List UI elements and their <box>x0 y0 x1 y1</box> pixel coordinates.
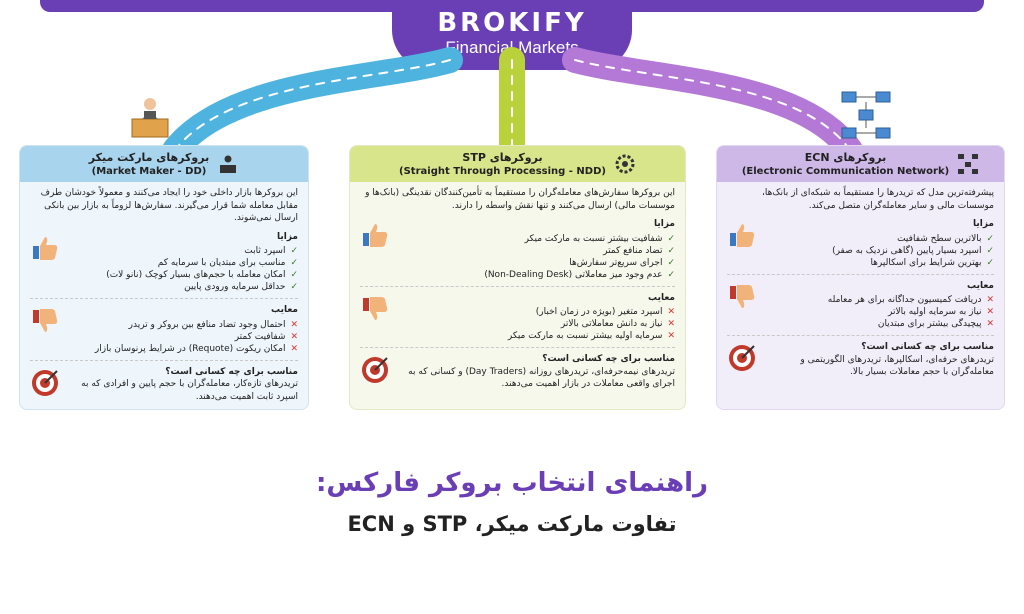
check-icon: ✓ <box>667 269 675 280</box>
thumbs-up-icon <box>30 233 60 263</box>
cross-icon: ✕ <box>290 319 298 330</box>
card-market-maker <box>19 145 309 410</box>
network-icon <box>957 153 979 175</box>
fit-title: مناسب برای چه کسانی است؟ <box>165 366 298 377</box>
cross-icon: ✕ <box>986 307 994 317</box>
target-icon <box>727 343 757 373</box>
fit-text: تریدرهای نیمه‌حرفه‌ای، تریدرهای روزانه (Day Traders) و کسانی که به اجرای واقعی معاملات در بازار اهمیت می‌دهند. <box>408 366 675 389</box>
list-item: ✓ عدم وجود میز معاملاتی (Non-Dealing Desk) <box>484 269 675 280</box>
fit-text: تریدرهای حرفه‌ای، اسکالپرها، تریدرهای الگوریتمی و معامله‌گران با حجم معاملات بسیار بالا. <box>800 354 994 377</box>
check-icon: ✓ <box>290 258 298 268</box>
divider <box>360 347 675 348</box>
fit-section <box>727 341 994 379</box>
card-title: بروکرهای ECN <box>804 150 887 164</box>
check-icon: ✓ <box>290 246 298 256</box>
list-item: ✓ اسپرد ثابت <box>244 246 298 256</box>
list-item: ✓ امکان معامله با حجم‌های بسیار کوچک (نانو لات) <box>106 270 298 280</box>
list-item: ✓ تضاد منافع کمتر <box>603 245 675 256</box>
list-item: ✕ شفافیت کمتر <box>234 331 298 342</box>
list-item: ✓ شفافیت بیشتر نسبت به مارکت میکر <box>524 233 675 244</box>
target-icon <box>30 368 60 398</box>
list-item: ✕ احتمال وجود تضاد منافع بین بروکر و تریدر <box>128 319 298 330</box>
check-icon: ✓ <box>986 233 994 244</box>
check-icon: ✓ <box>290 282 298 292</box>
check-icon: ✓ <box>667 245 675 256</box>
cross-icon: ✕ <box>986 295 994 305</box>
card-subtitle: (Electronic Communication Network) <box>741 165 950 177</box>
list-item: ✕ نیاز به سرمایه اولیه بالاتر <box>887 307 994 317</box>
check-icon: ✓ <box>667 257 675 268</box>
divider <box>360 286 675 287</box>
divider <box>727 335 994 336</box>
fit-title: مناسب برای چه کسانی است؟ <box>861 342 994 352</box>
list-item: ✓ حداقل سرمایه ورودی پایین <box>184 282 298 292</box>
cons-title: معایب <box>271 305 298 315</box>
thumbs-down-icon <box>727 282 757 312</box>
pros-section <box>30 231 298 294</box>
network-icon <box>840 90 892 140</box>
divider <box>30 298 298 299</box>
fit-section <box>360 353 675 391</box>
brand-name: BROKIFY <box>437 8 587 38</box>
list-item: ✕ دریافت کمیسیون جداگانه برای هر معامله <box>827 295 994 305</box>
dealer-icon <box>217 153 239 175</box>
list-item: ✓ بهترین شرایط برای اسکالپرها <box>870 257 994 268</box>
page-title: راهنمای انتخاب بروکر فارکس: <box>315 468 709 498</box>
check-icon: ✓ <box>290 270 298 280</box>
cons-title: معایب <box>967 280 994 291</box>
brand-tagline: Financial Markets <box>445 38 579 57</box>
card-header <box>717 146 1004 182</box>
thumbs-up-icon <box>360 220 390 250</box>
fit-section <box>30 366 298 404</box>
cons-title: معایب <box>648 292 675 303</box>
card-subtitle: (Market Maker - DD) <box>91 165 207 177</box>
card-title: بروکرهای مارکت میکر <box>88 150 210 164</box>
card-intro: پیشرفته‌ترین مدل که تریدرها را مستقیماً به شبکه‌ای از بانک‌ها، موسسات مالی و سایر معامله‌گران متصل می‌کند. <box>762 188 994 211</box>
thumbs-down-icon <box>30 306 60 336</box>
list-item: ✓ مناسب برای مبتدیان با سرمایه کم <box>157 258 298 268</box>
thumbs-down-icon <box>360 294 390 324</box>
cross-icon: ✕ <box>986 319 994 329</box>
card-subtitle: (Straight Through Processing - NDD) <box>399 165 606 177</box>
pros-title: مزایا <box>276 231 298 242</box>
cross-icon: ✕ <box>290 331 298 342</box>
check-icon: ✓ <box>986 245 994 256</box>
dealer-desk-icon <box>130 95 170 139</box>
list-item: ✓ اسپرد بسیار پایین (گاهی نزدیک به صفر) <box>832 245 994 256</box>
pros-section <box>727 218 994 269</box>
divider <box>727 274 994 275</box>
list-item: ✓ اجرای سریع‌تر سفارش‌ها <box>569 257 675 268</box>
pros-title: مزایا <box>653 219 675 229</box>
list-item: ✕ نیاز به دانش معاملاتی بالاتر <box>560 319 675 329</box>
check-icon: ✓ <box>667 233 675 244</box>
list-item: ✓ بالاترین سطح شفافیت <box>897 233 994 244</box>
card-intro: این بروکرها بازار داخلی خود را ایجاد می‌کنند و معمولاً خودشان طرف مقابل معامله شما قرار می‌گیرند. سفارش‌ها لزوماً به بازار بین بانکی ارسال نمی‌شوند. <box>40 188 298 223</box>
card-title: بروکرهای STP <box>462 150 543 164</box>
pros-section <box>360 218 675 281</box>
gear-icon <box>614 153 636 175</box>
list-item: ✕ سرمایه اولیه بیشتر نسبت به مارکت میکر <box>507 331 675 341</box>
pros-title: مزایا <box>972 219 994 229</box>
card-stp <box>349 145 686 410</box>
thumbs-up-icon <box>727 220 757 250</box>
cross-icon: ✕ <box>667 331 675 341</box>
cons-section <box>727 280 994 331</box>
list-item: ✕ امکان ریکوت (Requote) در شرایط پرنوسان بازار <box>94 343 298 354</box>
card-ecn <box>716 145 1005 410</box>
page-subtitle: تفاوت مارکت میکر، STP و ECN <box>347 512 677 536</box>
cross-icon: ✕ <box>667 307 675 317</box>
footer-heading <box>0 468 1024 536</box>
cons-section <box>360 292 675 343</box>
divider <box>30 360 298 361</box>
card-header <box>20 146 308 182</box>
cross-icon: ✕ <box>667 319 675 329</box>
card-intro: این بروکرها سفارش‌های معامله‌گران را مستقیماً به تأمین‌کنندگان نقدینگی (بانک‌ها و موسسات مالی) ارسال می‌کنند و تنها نقش واسطه را دارند. <box>365 188 675 211</box>
target-icon <box>360 355 390 385</box>
list-item: ✕ پیچیدگی بیشتر برای مبتدیان <box>877 319 994 329</box>
list-item: ✕ اسپرد متغیر (بویژه در زمان اخبار) <box>535 307 675 317</box>
fit-text: تریدرهای تازه‌کار، معامله‌گران با حجم پایین و افرادی که به اسپرد ثابت اهمیت می‌دهند. <box>81 379 298 402</box>
cross-icon: ✕ <box>290 343 298 354</box>
fit-title: مناسب برای چه کسانی است؟ <box>542 354 675 364</box>
check-icon: ✓ <box>986 257 994 268</box>
cons-section <box>30 304 298 355</box>
card-header <box>350 146 685 182</box>
